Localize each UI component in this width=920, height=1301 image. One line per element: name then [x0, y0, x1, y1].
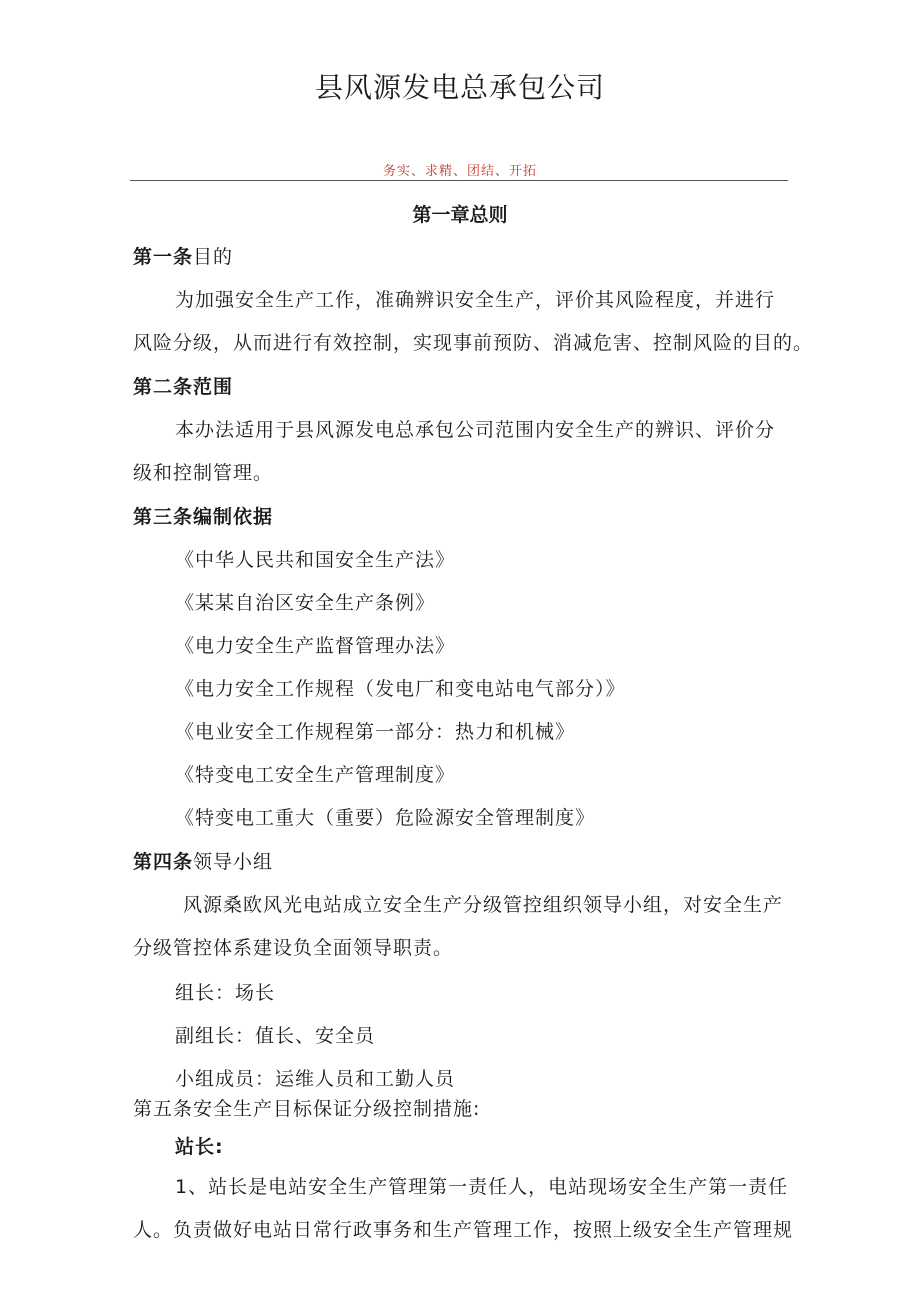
- reference-item: 《特变电工安全生产管理制度》: [175, 764, 456, 786]
- chapter-title: 第一章总则: [412, 204, 508, 226]
- article-5-paragraph-line-2: 人。负责做好电站日常行政事务和生产管理工作，按照上级安全生产管理规: [133, 1219, 794, 1241]
- article-3-heading: 第三条编制依据: [133, 506, 274, 528]
- reference-item: 《某某自治区安全生产条例》: [175, 592, 436, 614]
- article-2-heading: 第二条范围: [133, 376, 234, 398]
- company-motto: 务实、求精、团结、开拓: [382, 164, 537, 179]
- header-divider: [130, 180, 788, 181]
- group-members: 小组成员：运维人员和工勤人员: [175, 1068, 456, 1090]
- article-4-paragraph-line-1: 风源桑欧风光电站成立安全生产分级管控组织领导小组，对安全生产: [183, 894, 784, 916]
- article-1-paragraph-line-1: 为加强安全生产工作，准确辨识安全生产，评价其风险程度，并进行: [175, 289, 776, 311]
- article-2-paragraph-line-1: 本办法适用于县风源发电总承包公司范围内安全生产的辨识、评价分: [175, 419, 776, 441]
- article-4-heading: [133, 847, 273, 874]
- group-leader: 组长：场长: [175, 982, 276, 1004]
- company-name: 县风源发电总承包公司: [314, 71, 605, 104]
- station-head-role: 站长:: [175, 1136, 224, 1158]
- reference-item: 《电力安全生产监督管理办法》: [175, 635, 456, 657]
- article-4-label: 第四条: [133, 851, 194, 873]
- reference-item: 《特变电工重大（重要）危险源安全管理制度》: [175, 807, 596, 829]
- group-deputy: 副组长：值长、安全员: [175, 1025, 376, 1047]
- reference-item: 《中华人民共和国安全生产法》: [175, 549, 456, 571]
- article-4-title: 领导小组: [193, 851, 274, 873]
- reference-item: 《电力安全工作规程（发电厂和变电站电气部分）》: [175, 678, 626, 700]
- article-1-heading: [133, 242, 233, 269]
- article-5-heading: 第五条安全生产目标保证分级控制措施:: [133, 1098, 481, 1120]
- article-1-title: 目的: [193, 246, 234, 268]
- article-2-paragraph-line-2: 级和控制管理。: [133, 462, 274, 484]
- article-5-paragraph-line-1: 1、站长是电站安全生产管理第一责任人，电站现场安全生产第一责任: [175, 1176, 789, 1198]
- reference-item: 《电业安全工作规程第一部分：热力和机械》: [175, 721, 576, 743]
- article-1-label: 第一条: [133, 246, 194, 268]
- article-1-paragraph-line-2: 风险分级，从而进行有效控制，实现事前预防、消减危害、控制风险的目的。: [133, 332, 814, 354]
- article-4-paragraph-line-2: 分级管控体系建设负全面领导职责。: [133, 937, 454, 959]
